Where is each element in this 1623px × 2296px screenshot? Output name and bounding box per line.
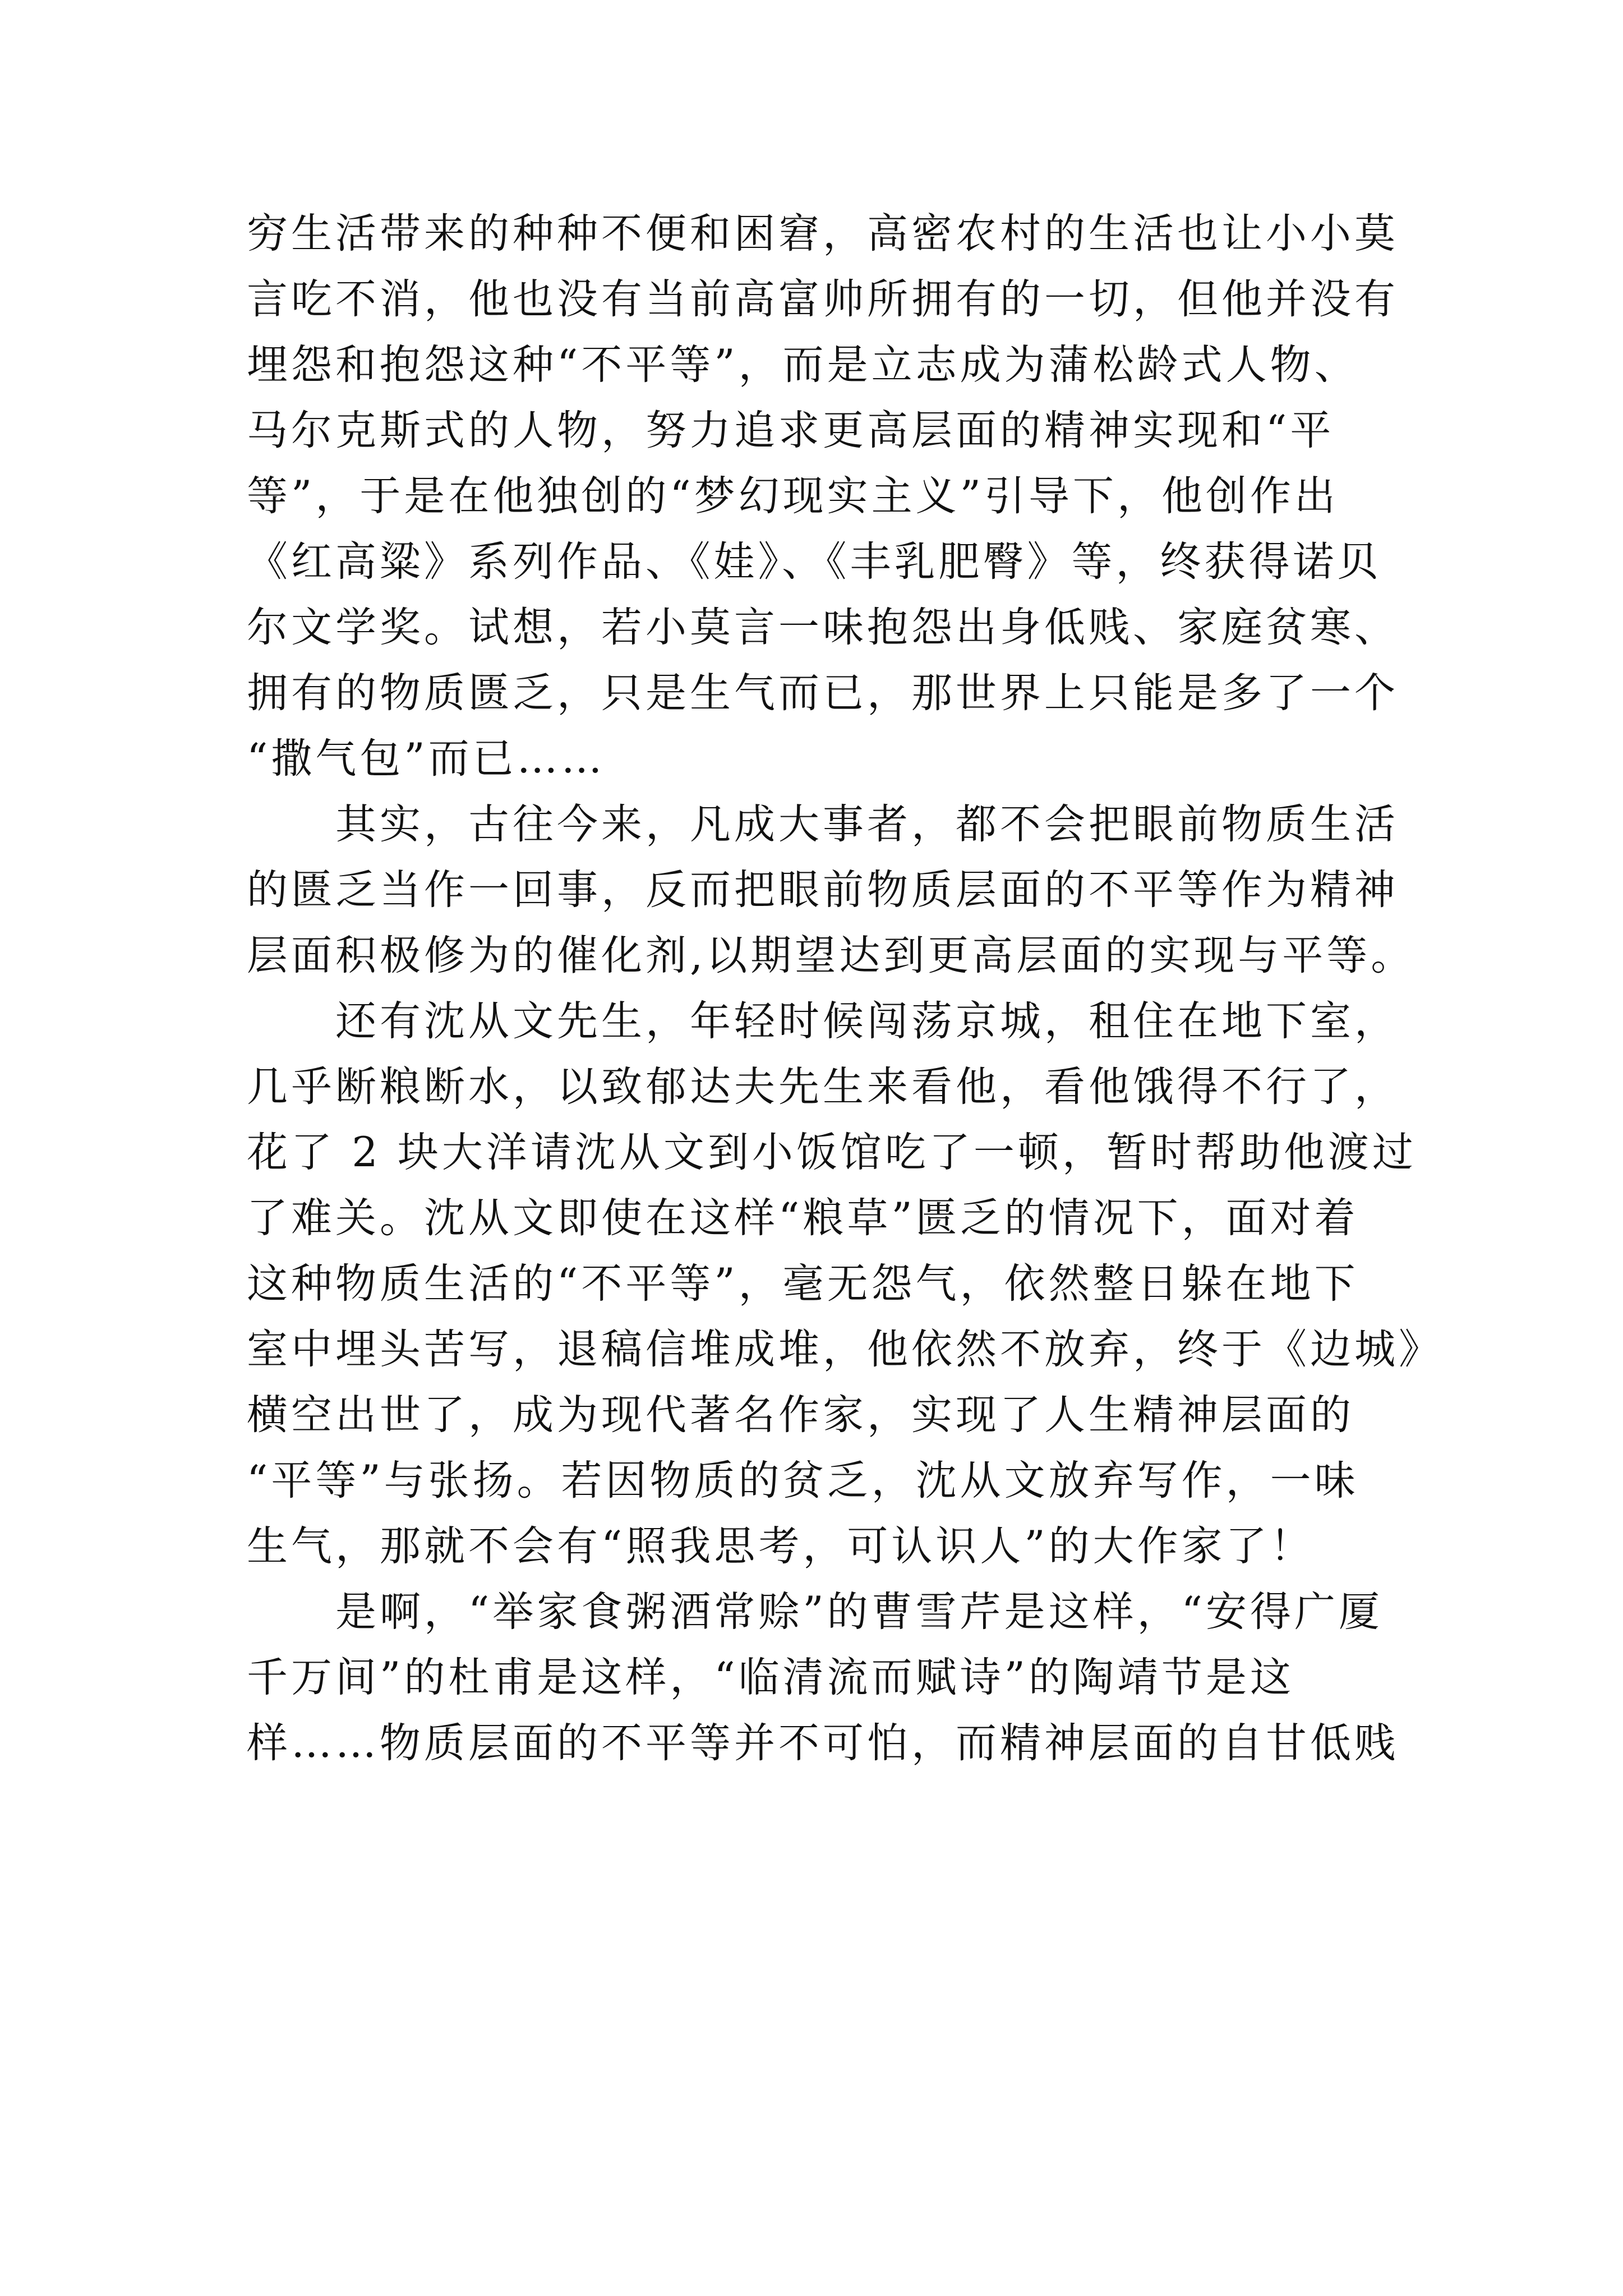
text-line: 的匮乏当作一回事，反而把眼前物质层面的不平等作为精神: [247, 866, 1399, 914]
text-line: 其实，古往今来，凡成大事者，都不会把眼前物质生活: [247, 800, 1399, 848]
text-line: 生气，那就不会有“照我思考，可认识人”的大作家了！: [247, 1522, 1315, 1570]
text-line: 等”，于是在他独创的“梦幻现实主义”引导下，他创作出: [247, 472, 1339, 520]
text-line: 埋怨和抱怨这种“不平等”，而是立志成为蒲松龄式人物、: [247, 341, 1359, 389]
text-line: 是啊，“举家食粥酒常赊”的曹雪芹是这样，“安得广厦: [247, 1588, 1383, 1636]
text-line: 穷生活带来的种种不便和困窘，高密农村的生活也让小小莫: [247, 210, 1399, 257]
body-text: [247, 201, 1443, 1776]
text-line: 样……物质层面的不平等并不可怕，而精神层面的自甘低贱: [247, 1719, 1399, 1767]
text-line: 这种物质生活的“不平等”，毫无怨气，依然整日躲在地下: [247, 1260, 1359, 1308]
text-line: 尔文学奖。试想，若小莫言一味抱怨出身低贱、家庭贫寒、: [247, 604, 1399, 651]
text-line: “撒气包”而已……: [247, 735, 606, 783]
text-line: 几乎断粮断水，以致郁达夫先生来看他，看他饿得不行了，: [247, 1063, 1399, 1111]
text-line: 《红高粱》系列作品、《娃》、《丰乳肥臀》等，终获得诺贝: [247, 538, 1382, 586]
text-line: 横空出世了，成为现代著名作家，实现了人生精神层面的: [247, 1391, 1354, 1439]
text-line: 花了 2 块大洋请沈从文到小饭馆吃了一顿，暂时帮助他渡过: [247, 1129, 1417, 1176]
text-line: 层面积极修为的催化剂,以期望达到更高层面的实现与平等。: [247, 932, 1415, 979]
text-line: 千万间”的杜甫是这样，“临清流而赋诗”的陶靖节是这: [247, 1654, 1294, 1701]
text-line: 还有沈从文先生，年轻时候闯荡京城，租住在地下室，: [247, 997, 1399, 1045]
text-line: 拥有的物质匮乏，只是生气而已，那世界上只能是多了一个: [247, 669, 1399, 717]
text-line: 马尔克斯式的人物，努力追求更高层面的精神实现和“平: [247, 407, 1335, 454]
text-line: 室中埋头苦写，退稿信堆成堆，他依然不放弃，终于《边城》: [247, 1326, 1443, 1373]
text-line: 了难关。沈从文即使在这样“粮草”匮乏的情况下，面对着: [247, 1194, 1359, 1242]
text-line: 言吃不消，他也没有当前高富帅所拥有的一切，但他并没有: [247, 275, 1399, 323]
text-line: “平等”与张扬。若因物质的贫乏，沈从文放弃写作，一味: [247, 1457, 1359, 1504]
